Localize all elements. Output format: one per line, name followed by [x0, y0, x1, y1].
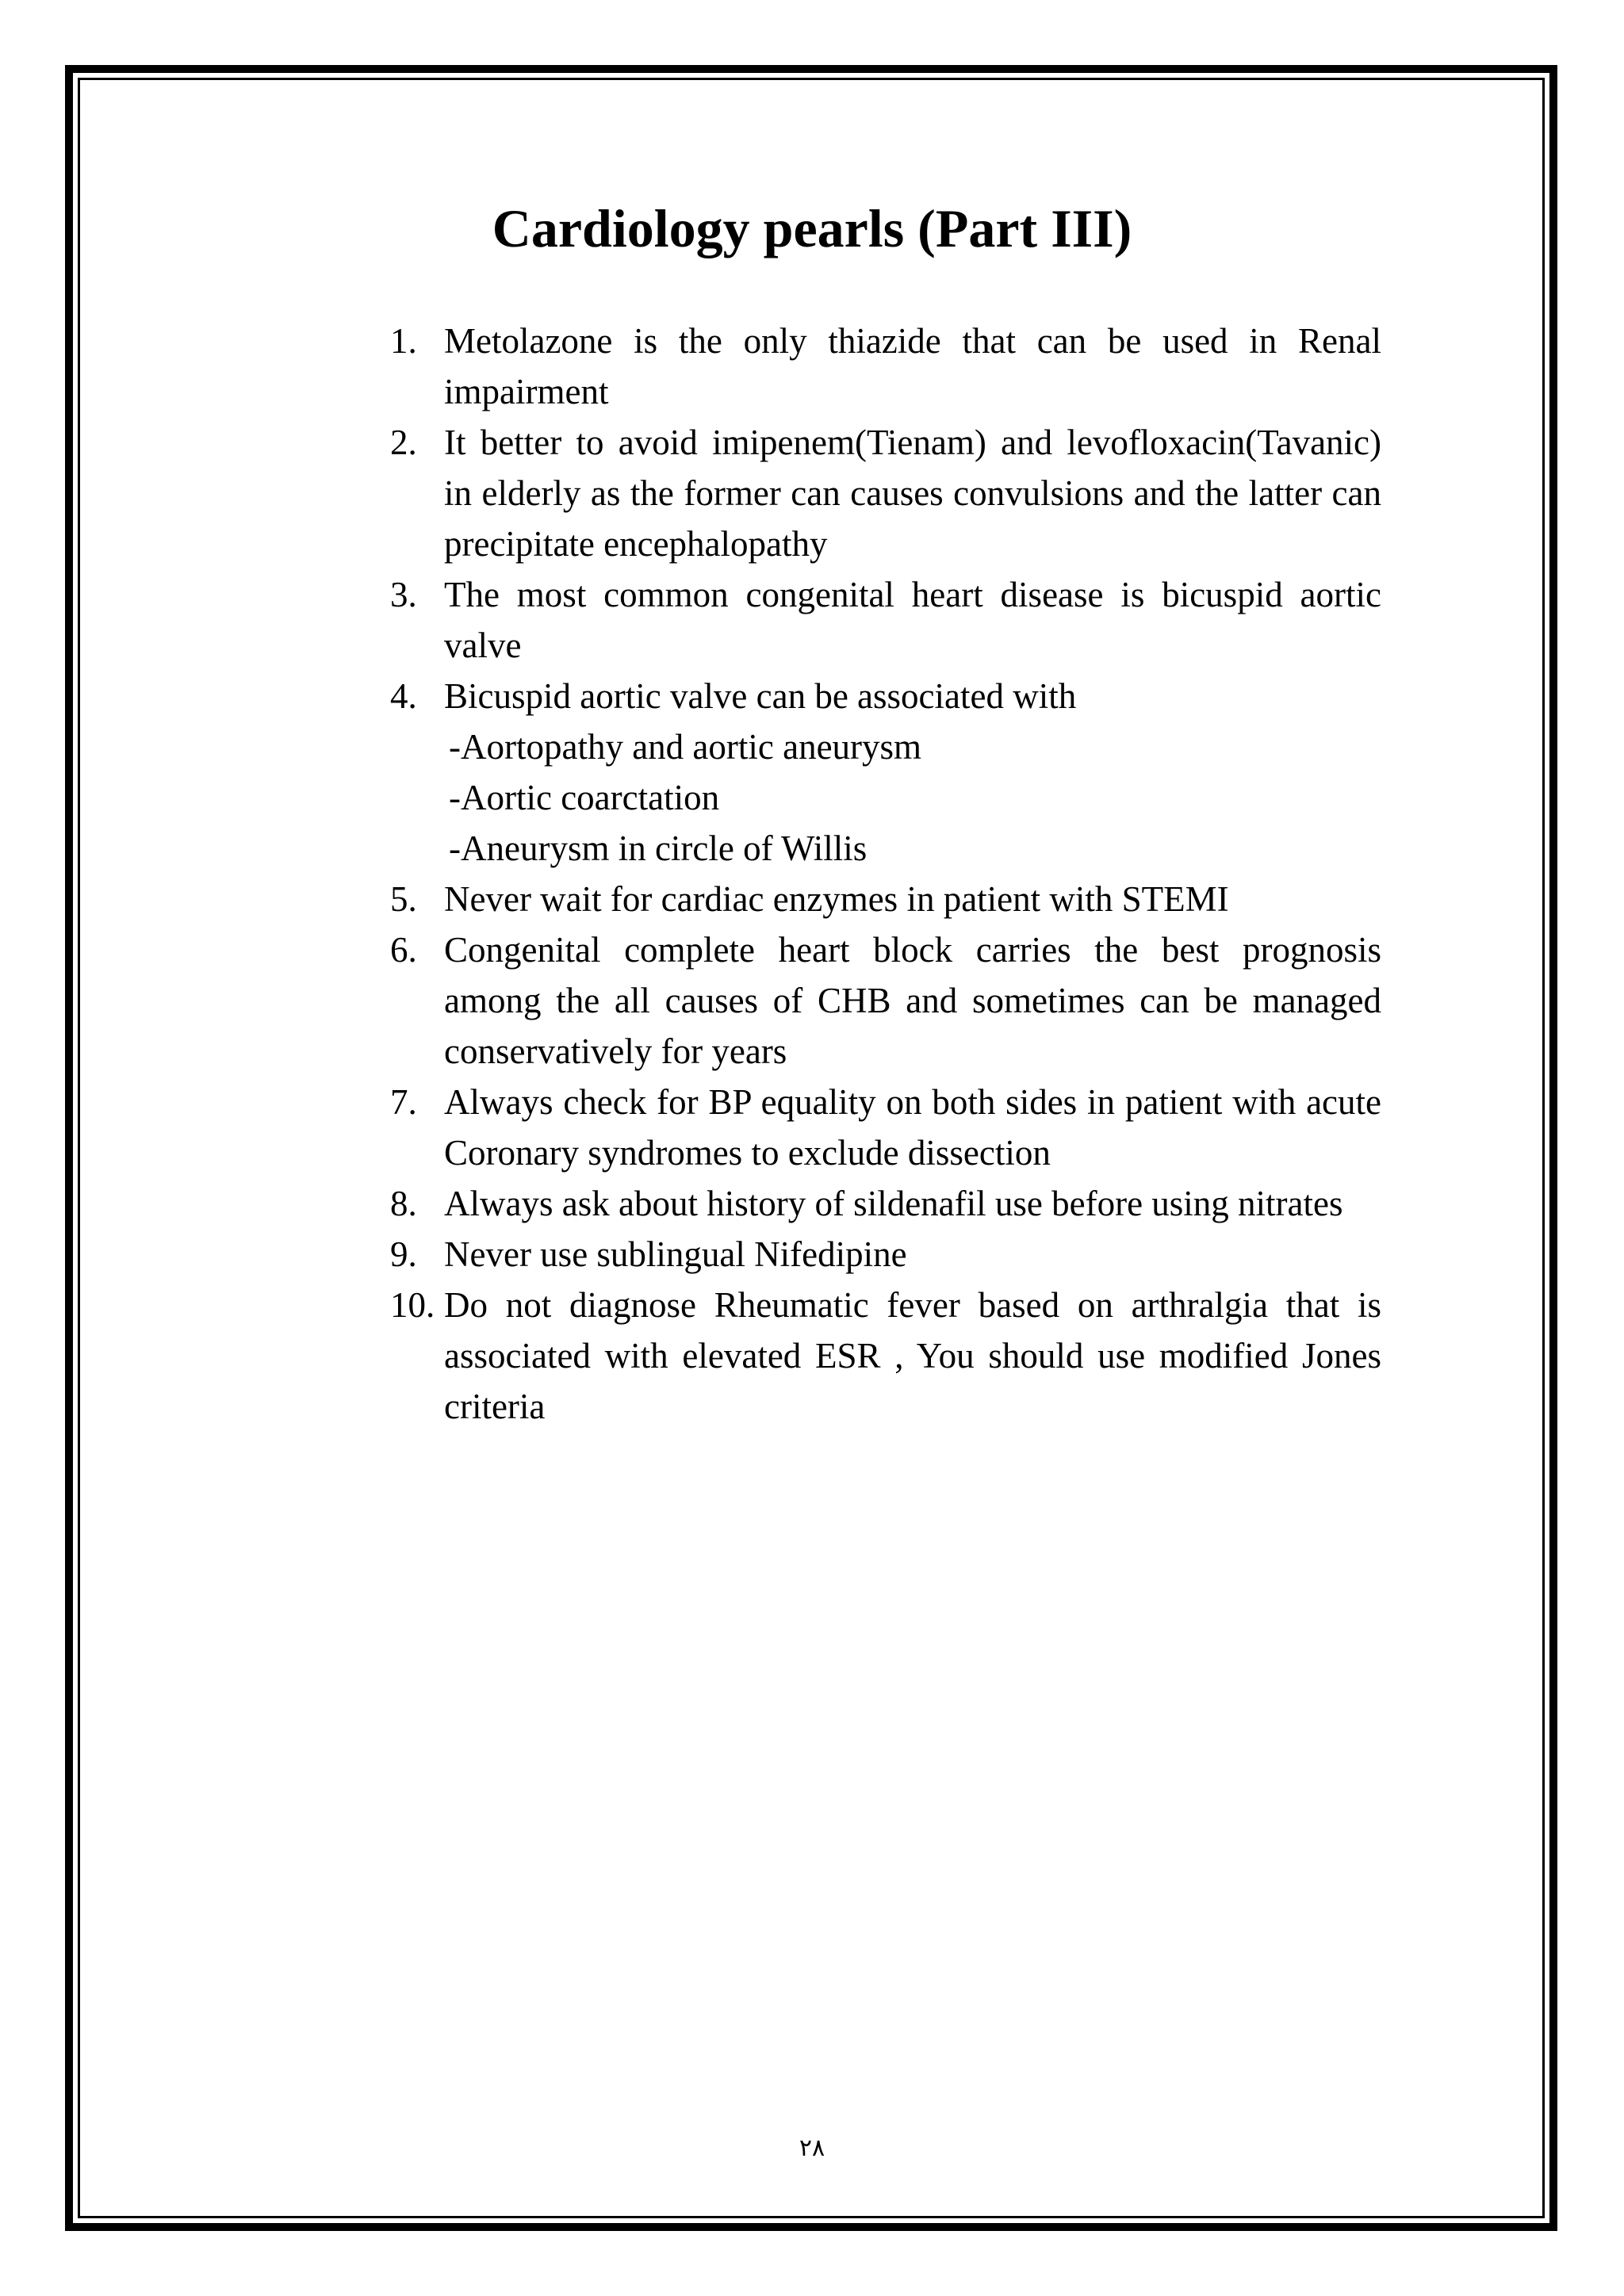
item-text: Metolazone is the only thiazide that can be used in Renal impairment	[444, 321, 1381, 411]
list-item	[390, 417, 1381, 569]
item-number: 4.	[390, 676, 417, 716]
list-item	[390, 316, 1381, 417]
list-item	[390, 1077, 1381, 1178]
sub-item: -Aortic coarctation	[449, 778, 720, 817]
list-item	[390, 569, 1381, 671]
pearl-list	[390, 316, 1381, 1432]
item-number: 8.	[390, 1184, 417, 1223]
item-number: 10.	[390, 1285, 435, 1325]
sub-item: -Aneurysm in circle of Willis	[449, 828, 868, 868]
item-text: Never use sublingual Nifedipine	[444, 1234, 907, 1274]
item-text: Bicuspid aortic valve can be associated with	[444, 676, 1077, 716]
item-number: 7.	[390, 1082, 417, 1122]
list-item	[390, 1229, 1381, 1280]
item-number: 3.	[390, 575, 417, 614]
item-number: 5.	[390, 879, 417, 919]
item-text: Always check for BP equality on both sides in patient with acute Coronary syndromes to exclude dissection	[444, 1082, 1381, 1173]
item-text: It better to avoid imipenem(Tienam) and levofloxacin(Tavanic) in elderly as the former can causes convulsions and the latter can precipitate encephalopathy	[444, 423, 1381, 564]
list-item	[390, 1178, 1381, 1229]
item-text: Always ask about history of sildenafil use before using nitrates	[444, 1184, 1343, 1223]
sub-item: -Aortopathy and aortic aneurysm	[449, 727, 922, 767]
item-number: 2.	[390, 423, 417, 462]
item-number: 6.	[390, 930, 417, 970]
item-text: The most common congenital heart disease is bicuspid aortic valve	[444, 575, 1381, 665]
page-title: Cardiology pearls (Part III)	[492, 198, 1132, 258]
item-text: Never wait for cardiac enzymes in patient with STEMI	[444, 879, 1229, 919]
item-number: 1.	[390, 321, 417, 361]
list-item	[390, 924, 1381, 1077]
list-item	[390, 874, 1381, 924]
item-text: Do not diagnose Rheumatic fever based on arthralgia that is associated with elevated ESR , You should use modified Jones criteria	[444, 1285, 1381, 1426]
item-text: Congenital complete heart block carries the best prognosis among the all causes of CHB and sometimes can be managed conservatively for years	[444, 930, 1381, 1071]
item-number: 9.	[390, 1234, 417, 1274]
page-number: ٢٨	[799, 2134, 825, 2162]
list-item	[390, 671, 1381, 874]
list-item	[390, 1280, 1381, 1432]
